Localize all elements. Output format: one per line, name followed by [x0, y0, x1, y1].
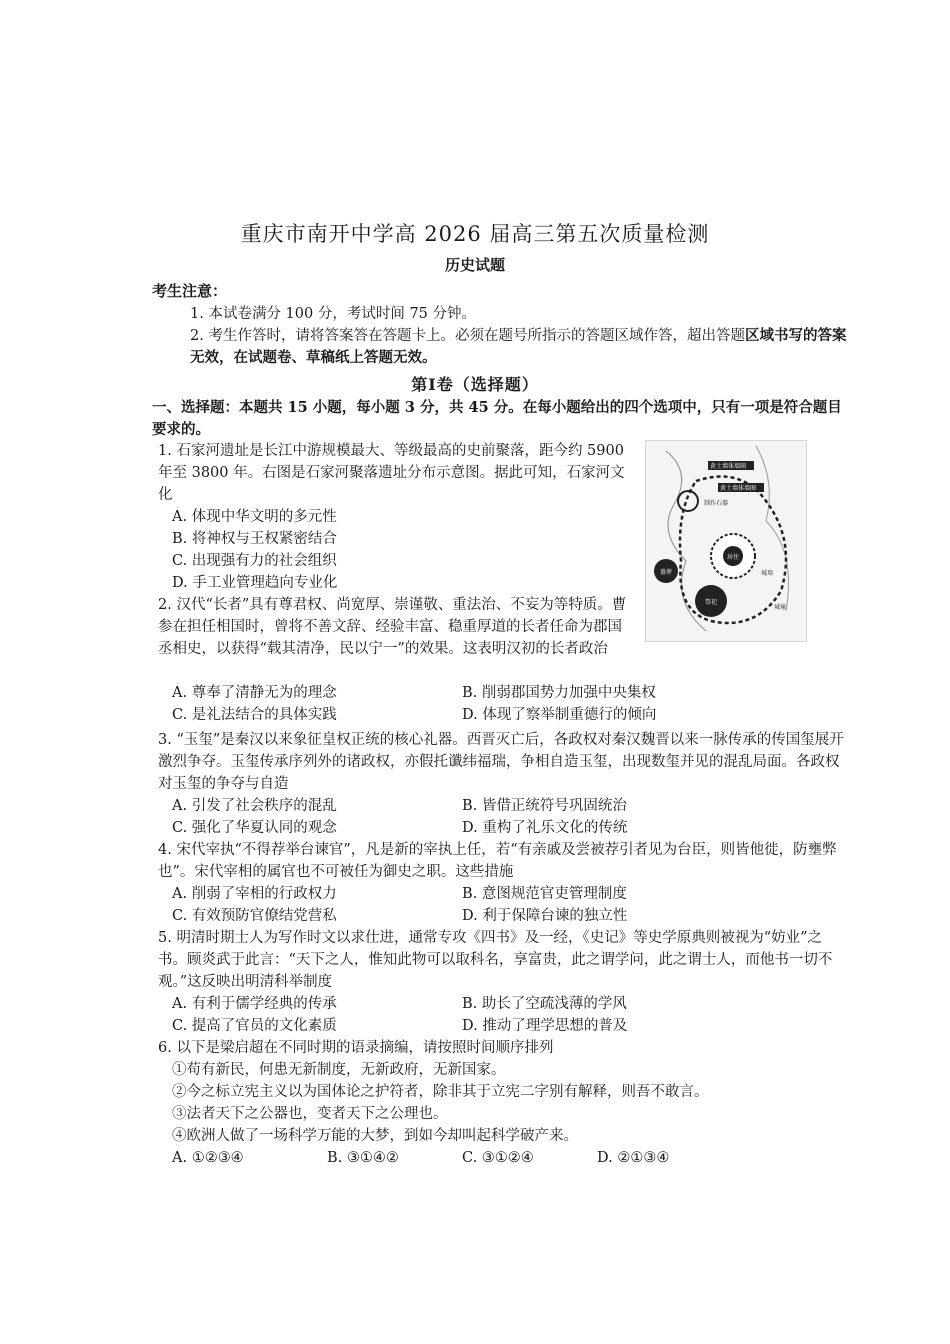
option-d: D. 手工业管理趋向专业化 — [172, 575, 338, 591]
question-6 — [158, 1037, 848, 1169]
exam-subtitle: 历史试题 — [444, 256, 505, 274]
workshop-circle — [678, 491, 698, 511]
option-b: B. 助长了空疏浅薄的学风 — [462, 996, 627, 1012]
option-c: C. 出现强有力的社会组织 — [172, 553, 337, 569]
option-c: C. 是礼法结合的具体实践 — [172, 707, 337, 723]
option-b: B. 皆借正统符号巩固统治 — [462, 798, 627, 814]
option-a: A. 有利于儒学经典的传承 — [172, 996, 337, 1012]
notice-item-1: 1. 本试卷满分 100 分，考试时间 75 分钟。 — [190, 306, 477, 322]
part-heading: 第Ⅰ卷（选择题） — [411, 375, 539, 394]
option-c: C. 提高了官员的文化素质 — [172, 1018, 337, 1034]
question-3 — [158, 729, 848, 839]
map-label: 居住 — [727, 554, 740, 561]
question-2-options — [158, 682, 848, 726]
quote-item: ①苟有新民，何患无新制度，无新政府，无新国家。 — [172, 1062, 506, 1078]
question-stem: 1. 石家河遗址是长江中游规模最大、等级最高的史前聚落，距今约 5900 年至 3800 年。右图是石家河聚落遗址分布示意图。据此可知，石家河文化 — [158, 443, 625, 503]
river-line — [756, 446, 789, 611]
option-b: B. 意图规范官吏管理制度 — [462, 886, 627, 902]
map-label: 黄土墙体墙圈 — [710, 463, 747, 470]
option-a: A. ①②③④ — [172, 1150, 244, 1166]
option-a: A. 体现中华文明的多元性 — [172, 509, 337, 525]
question-1 — [158, 440, 636, 594]
map-label: 制作石器 — [704, 500, 729, 507]
option-d: D. 重构了礼乐文化的传统 — [462, 820, 628, 836]
quote-item: ③法者天下之公器也，变者天下之公理也。 — [172, 1106, 448, 1122]
question-2 — [158, 594, 636, 660]
section-heading: 一、选择题：本题共 15 小题，每小题 3 分，共 45 分。在每小题给出的四个选项中，只有一项是符合题目要求的。 — [152, 399, 842, 438]
map-label: 祭祀 — [705, 599, 718, 606]
question-4 — [158, 839, 848, 927]
option-b: B. 将神权与王权紧密结合 — [172, 531, 337, 547]
option-d: D. 利于保障台谏的独立性 — [462, 908, 628, 924]
question-stem: 5. 明清时期士人为写作时文以求仕进，通常专攻《四书》及一经，《史记》等史学原典则被视为“妨业”之书。顾炎武于此言：“天下之人，惟知此物可以取科名，享富贵，此之谓学问，此之谓士人，而他书一切不观。”这反映出明清科举制度 — [158, 930, 833, 990]
option-a: A. 引发了社会秩序的混乱 — [172, 798, 337, 814]
notice-heading: 考生注意： — [152, 282, 228, 300]
option-d: D. ②①③④ — [597, 1150, 670, 1166]
map-label: 城壕 — [774, 604, 787, 611]
question-stem: 2. 汉代“长者”具有尊君权、尚宽厚、崇谨敬、重法治、不妄为等特质。曹参在担任相国时，曾将不善文辞、经验丰富、稳重厚道的长者任命为郡国丞相史，以获得“载其清净，民以宁一”的效果。这表明汉初的长者政治 — [158, 597, 627, 657]
option-c: C. 强化了华夏认同的观念 — [172, 820, 337, 836]
quote-item: ④欧洲人做了一场科学万能的大梦，到如今却叫起科学破产来。 — [172, 1128, 578, 1144]
option-b: B. ③①④② — [327, 1150, 399, 1166]
settlement-map — [646, 441, 806, 641]
question-stem: 3. “玉玺”是秦汉以来象征皇权正统的核心礼器。西晋灭亡后，各政权对秦汉魏晋以来一脉传承的传国玺展开激烈争夺。玉玺传承序列外的诸政权，亦假托谶纬福瑞，争相自造玉玺，出现数玺并见的混乱局面。各政权对玉玺的争夺与自造 — [158, 732, 844, 792]
option-a: A. 尊奉了清静无为的理念 — [172, 685, 337, 701]
question-5 — [158, 927, 848, 1037]
map-label: 墓葬 — [660, 569, 673, 576]
option-c: C. ③①②④ — [462, 1150, 534, 1166]
quote-item: ②今之标立宪主义以为国体论之护符者，除非其于立宪二字别有解释，则吾不敢言。 — [172, 1084, 709, 1100]
option-c: C. 有效预防官僚结党营私 — [172, 908, 337, 924]
option-b: B. 削弱郡国势力加强中央集权 — [462, 685, 656, 701]
map-label: 黄土墙体墙圈 — [720, 485, 757, 492]
question-stem: 4. 宋代宰执“不得荐举台谏官”，凡是新的宰执上任，若“有亲戚及尝被荐引者见为台臣，则皆他徙，防壅弊也”。宋代宰相的属官也不可被任为御史之职。这些措施 — [158, 842, 837, 880]
option-d: D. 体现了察举制重德行的倾向 — [462, 707, 657, 723]
map-label: 城墙 — [761, 570, 774, 577]
settlement-map-figure — [645, 440, 807, 642]
notice-item-2-bold: 区域书写的答案无效，在试题卷、草稿纸上答题无效。 — [190, 327, 847, 366]
notice-item-2 — [190, 325, 850, 369]
option-d: D. 推动了理学思想的普及 — [462, 1018, 628, 1034]
notice-item-2-text: 2. 考生作答时，请将答案答在答题卡上。必须在题号所指示的答题区域作答，超出答题 — [190, 328, 745, 344]
exam-title: 重庆市南开中学高 2026 届高三第五次质量检测 — [240, 222, 710, 246]
option-a: A. 削弱了宰相的行政权力 — [172, 886, 337, 902]
question-stem: 6. 以下是梁启超在不同时期的语录摘编，请按照时间顺序排列 — [158, 1040, 554, 1056]
